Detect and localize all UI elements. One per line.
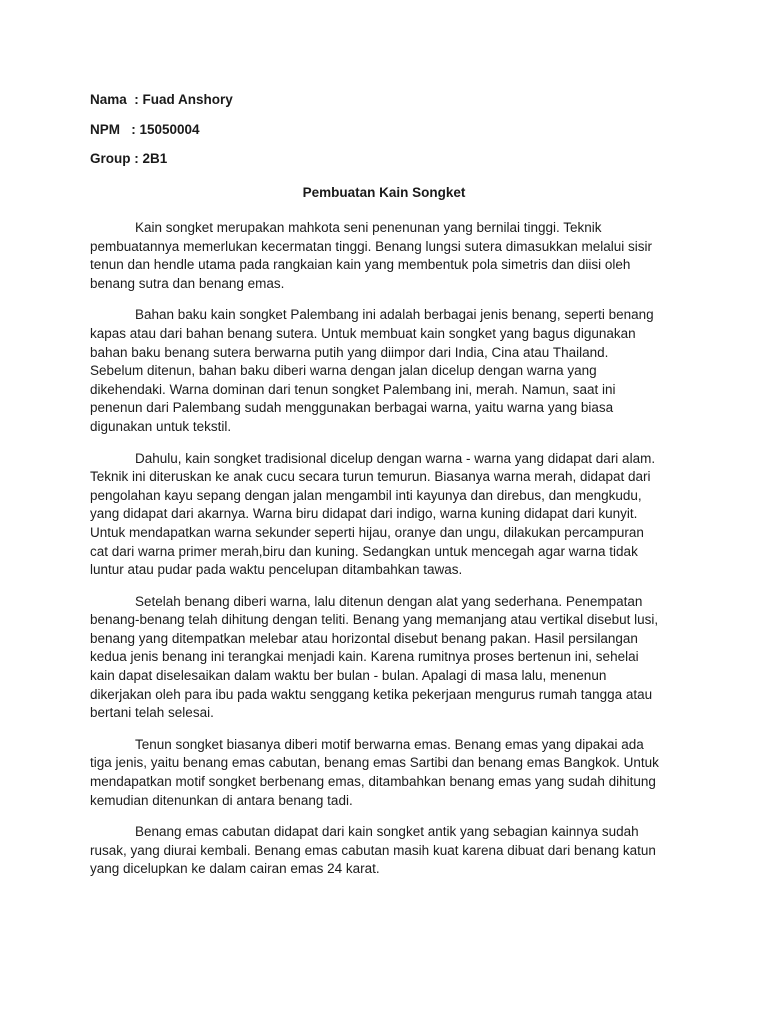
student-group-line: Group : 2B1 — [90, 151, 168, 166]
document-body — [90, 219, 682, 892]
paragraph-line: kain dapat diselesaikan dalam waktu ber bulan - bulan. Apalagi di masa lalu, menenun — [90, 668, 607, 684]
paragraph-line: dikehendaki. Warna dominan dari tenun songket Palembang ini, merah. Namun, saat ini — [90, 381, 616, 397]
paragraph-line: rusak, yang diurai kembali. Benang emas cabutan masih kuat karena dibuat dari benang katun — [90, 842, 656, 858]
paragraph-line: Tenun songket biasanya diberi motif berwarna emas. Benang emas yang dipakai ada — [135, 736, 644, 752]
paragraph-line: yang dicelupkan ke dalam cairan emas 24 karat. — [90, 861, 380, 877]
paragraph-5 — [90, 736, 682, 810]
paragraph-line: benang-benang telah dihitung dengan teliti. Benang yang memanjang atau vertikal disebut lusi, — [90, 612, 659, 628]
paragraph-line: digunakan untuk tekstil. — [90, 418, 232, 434]
paragraph-line: Kain songket merupakan mahkota seni penenunan yang bernilai tinggi. Teknik — [135, 220, 602, 235]
paragraph-line: luntur atau pudar pada waktu pencelupan ditambahkan tawas. — [90, 562, 463, 578]
paragraph-line: tenun dan hendle utama pada rangkaian kain yang membentuk pola simetris dan diisi oleh — [90, 257, 631, 273]
paragraph-line: Untuk mendapatkan warna sekunder seperti hijau, oranye dan ungu, dilakukan percampuran — [90, 524, 644, 540]
paragraph-line: kedua jenis benang ini terangkai menjadi kain. Karena rumitnya proses bertenun ini, sehelai — [90, 649, 639, 665]
paragraph-line: kemudian ditenunkan di antara benang tadi. — [90, 792, 353, 808]
paragraph-line: Sebelum ditenun, bahan baku diberi warna dengan jalan dicelup dengan warna yang — [90, 363, 597, 379]
paragraph-line: benang yang ditempatkan melebar atau horizontal disebut benang pakan. Hasil persilangan — [90, 630, 638, 646]
paragraph-line: Dahulu, kain songket tradisional dicelup dengan warna - warna yang didapat dari alam. — [135, 450, 656, 466]
paragraph-line: kapas atau dari bahan benang sutera. Untuk membuat kain songket yang bagus digunakan — [90, 325, 636, 341]
paragraph-line: Benang emas cabutan didapat dari kain songket antik yang sebagian kainnya sudah — [135, 824, 639, 840]
paragraph-line: bertani telah selesai. — [90, 705, 214, 721]
paragraph-2 — [90, 306, 682, 436]
paragraph-line: benang sutra dan benang emas. — [90, 275, 285, 291]
paragraph-line: Teknik ini diteruskan ke anak cucu secara turun temurun. Biasanya warna merah, didapat dari — [90, 469, 651, 485]
paragraph-3 — [90, 450, 682, 580]
student-npm-line: NPM : 15050004 — [90, 122, 200, 137]
student-name-line: Nama : Fuad Anshory — [90, 92, 233, 107]
paragraph-line: pengolahan kayu sepang dengan jalan mengambil inti kayunya dan direbus, dan mengkudu, — [90, 487, 642, 503]
paragraph-line: penenun dari Palembang sudah menggunakan berbagai warna, yaitu warna yang biasa — [90, 400, 614, 416]
paragraph-line: bahan baku benang sutera berwarna putih yang diimpor dari India, Cina atau Thailand. — [90, 344, 609, 360]
paragraph-line: Bahan baku kain songket Palembang ini adalah berbagai jenis benang, seperti benang — [135, 307, 654, 323]
paragraph-line: Setelah benang diberi warna, lalu ditenun dengan alat yang sederhana. Penempatan — [135, 593, 643, 609]
paragraph-line: pembuatannya memerlukan kecermatan tinggi. Benang lungsi sutera dimasukkan melalui sisir — [90, 238, 653, 254]
paragraph-line: dikerjakan oleh para ibu pada waktu senggang ketika pekerjaan mengurus rumah tangga atau — [90, 686, 653, 702]
paragraph-line: cat dari warna primer merah,biru dan kuning. Sedangkan untuk mencegah agar warna tidak — [90, 543, 638, 559]
document-title: Pembuatan Kain Songket — [302, 185, 466, 200]
paragraph-6 — [90, 823, 682, 879]
paragraph-line: tiga jenis, yaitu benang emas cabutan, benang emas Sartibi dan benang emas Bangkok. Untuk — [90, 755, 659, 771]
paragraph-line: yang didapat dari akarnya. Warna biru didapat dari indigo, warna kuning didapat dari kunyit. — [90, 506, 638, 522]
paragraph-line: mendapatkan motif songket berbenang emas, ditambahkan benang emas yang sudah dihitung — [90, 774, 656, 790]
paragraph-1 — [90, 219, 682, 293]
paragraph-4 — [90, 593, 682, 723]
